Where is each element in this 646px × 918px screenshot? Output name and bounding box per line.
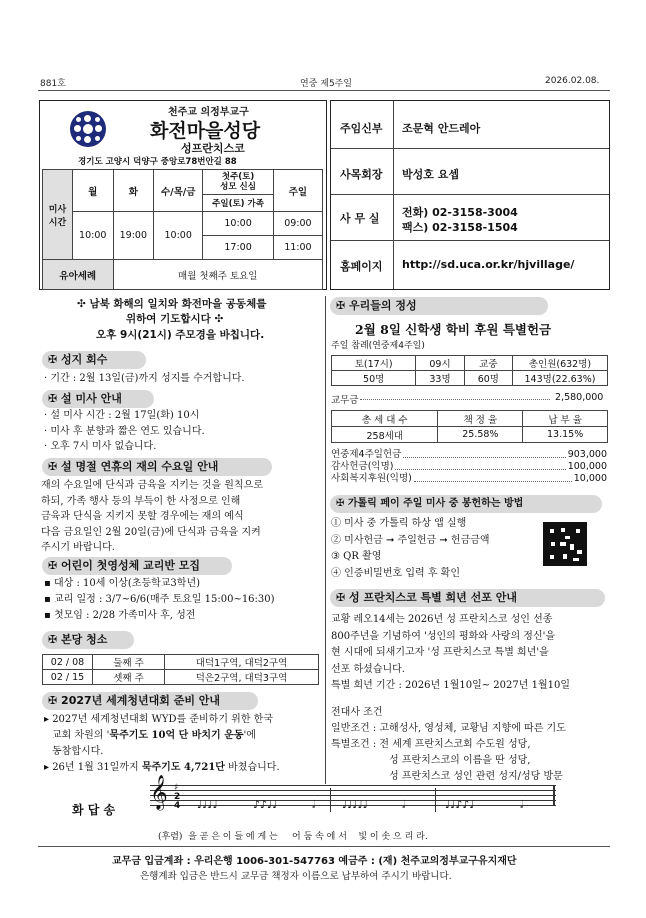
attend-head: 교중 [464,356,512,371]
day-tue: 화 [113,170,154,212]
attend-head: 토(17시) [332,356,416,371]
attend-head: 09시 [416,356,464,371]
treble-clef-icon: 𝄞 [150,775,168,810]
wyd-line: '에 [243,730,256,741]
time-sat2: 17:00 [203,236,274,260]
collection-value: 2,580,000 [555,392,604,403]
wyd-rosary-campaign: 묵주기도 10억 단 바치기 운동 [109,730,244,741]
offering-item-value: 100,000 [567,461,607,472]
issue-number: 881호 [40,79,66,89]
offering-item-label: 연중제4주일헌금 [331,449,402,460]
special-offering-banner: 2월 8일 신학생 학비 후원 특별헌금 [355,322,552,337]
ash-line: 하되, 가족 행사 등의 부득이 한 사정으로 인해 [41,495,241,507]
jubilee-line: 800주년을 기념하여 '성인의 평화와 사랑의 정신'을 [331,630,556,642]
section-jubilee: ✠ 성 프란치스코 특별 희년 선포 안내 [330,589,605,607]
dues-head: 총 세 대 수 [332,411,438,427]
council-name: 박성호 요셉 [402,168,459,181]
new-year-line: · 미사 후 분향과 짧은 연도 있습니다. [44,425,205,437]
wyd-line: 동참합시다. [52,746,104,757]
communion-line: ▪ 대상 : 10세 이상(초등학교3학년) [44,578,201,589]
new-year-line: · 오후 7시 미사 없습니다. [44,441,157,452]
pay-step: ① 미사 중 가톨릭 하상 앱 실행 [331,518,467,529]
liturgical-week: 연중 제5주일 [300,79,353,89]
music-note-icon: ♩♩♩♩♩ [342,798,368,811]
dues-table [331,410,608,443]
time-signature-icon: ♯ 2 4 [174,783,181,811]
attend-value: 60명 [464,371,512,386]
attendance-table [331,355,608,386]
office-fax: 팩스) 02-3158-1504 [402,221,518,234]
bank-note: 은행계좌 입금은 반드시 교무금 책정자 이름으로 납부하여 주시기 바랍니다. [140,871,452,882]
clean-area: 대덕1구역, 대덕2구역 [165,655,319,670]
time-sun2: 11:00 [273,236,322,260]
offering-item-value: 903,000 [567,449,607,460]
attend-value: 143명(22.63%) [513,371,608,386]
section-wyd: ✠ 2027년 세계청년대회 준비 안내 [42,692,258,710]
time-mon: 10:00 [72,212,113,260]
office-label: 사 무 실 [340,212,380,225]
time-sun1: 09:00 [273,212,322,236]
diocese-name: 천주교 의정부교구 [168,107,249,118]
prayer-line-2: 위하여 기도합시다 ✣ [126,313,224,325]
jubilee-line: 교황 레오14세는 2026년 성 프란치스코 성인 선종 [331,614,553,625]
parish-logo-icon [70,111,106,147]
parish-address: 경기도 고양시 덕양구 중앙로78번안길 88 [78,157,237,167]
pay-step: ④ 인증비밀번호 입력 후 확인 [331,567,460,579]
ash-line: 주시기 바랍니다. [41,542,115,553]
ash-line: 다음 금요일인 2월 20일(금)에 단식과 금육을 지켜 [41,526,261,538]
clean-date: 02 / 15 [43,670,93,685]
special-condition: 성 프란치스코 성인 관련 성지/성당 방문 [389,771,563,782]
day-sat-first: 첫주(토) 성모 신심 [203,170,273,195]
time-wed: 10:00 [154,212,203,260]
prayer-line-3: 오후 9시(21시) 주모경을 바칩니다. [96,329,265,341]
prayer-line-1: ✣ 남북 화해의 일치와 화전마을 공동체를 [77,298,267,310]
cleaning-table [42,654,319,685]
website-url[interactable]: http://sd.uca.or.kr/hjvillage/ [402,258,575,271]
council-label: 사목회장 [340,168,383,181]
wyd-line: 바쳤습니다. [224,762,280,773]
wyd-line: 교회 차원의 ' [52,730,110,741]
dues-value: 25.58% [438,427,523,443]
offering-items [331,449,607,485]
wyd-rosary-count: 묵주기도 4,721단 [141,762,225,773]
parish-name: 화전마을성당 [150,120,261,142]
pastor-name: 조문혁 안드레아 [402,122,481,135]
infant-baptism-value: 매월 첫째주 토요일 [113,260,322,290]
section-catholic-pay: ✠ 가톨릭 페이 주일 미사 중 봉헌하는 방법 [330,495,602,513]
jubilee-period: 특별 희년 기간 : 2026년 1월10일~ 2027년 1월10일 [331,680,570,691]
new-year-line: · 설 미사 시간 : 2월 17일(화) 10시 [44,410,200,421]
attend-value: 50명 [332,371,416,386]
offering-item-value: 10,000 [573,473,607,484]
issue-date: 2026.02.08. [545,76,600,86]
day-sun: 주일 [273,170,322,212]
attend-head: 총인원(632명) [513,356,608,371]
pay-step: ② 미사헌금 ➞ 주일헌금 ➞ 헌금금액 [331,534,490,546]
special-condition-label: 특별조건 : [331,739,377,750]
time-tue: 19:00 [113,212,154,260]
ash-line: 금육과 단식을 지키지 못할 경우에는 재의 예식 [41,511,244,522]
pay-step: ③ QR 촬영 [331,551,382,562]
footer-divider [38,846,610,847]
offering-item-label: 사회복지후원(익명) [331,473,412,484]
dues-value: 13.15% [523,427,608,443]
music-note-icon: ♩♩♩♩ [197,798,218,811]
section-cleaning: ✠ 본당 청소 [42,631,134,649]
section-relic: ✠ 성지 회수 [42,351,146,369]
office-tel: 전화) 02-3158-3004 [402,206,518,219]
wyd-line: ▸ 2027년 세계청년대회 WYD를 준비하기 위한 한국 [44,714,273,725]
music-note-icon: 𝅗𝅥 [402,798,406,811]
infant-baptism-label: 유아세례 [43,260,114,290]
jubilee-line: 현 시대에 되새기고자 '성 프란치스코 특별 희년'을 [331,647,549,658]
collection-label: 교무금 [331,395,359,406]
bank-account: 교무금 입금계좌 : 우리은행 1006-301-547763 예금주 : (재) 천주교의정부교구유지재단 [112,856,517,867]
psalm-lyrics: (후렴) 을 곧 은 이 들 에 게 는 어 둠 속 에 서 빛 이 솟 으 리 라. [158,832,428,842]
jubilee-line: 선포 하셨습니다. [331,663,405,675]
attendance-label: 주일 참례(연중제4주일) [331,341,425,351]
ash-line: 재의 수요일에 단식과 금육을 지키는 것을 원칙으로 [41,480,263,491]
clean-date: 02 / 08 [43,655,93,670]
qr-code-icon[interactable] [543,522,587,566]
section-new-year-mass: ✠ 설 미사 안내 [42,390,154,408]
special-condition: 성 프란치스코의 이름을 딴 성당, [389,755,531,766]
offering-item-label: 감사헌금(익명) [331,461,394,472]
day-wed: 수/목/금 [154,170,203,212]
section-offering: ✠ 우리들의 정성 [330,297,548,315]
section-first-communion: ✠ 어린이 첫영성체 교리반 모집 [42,557,232,575]
communion-line: ▪ 첫모임 : 2/28 가족미사 후, 성전 [44,610,196,621]
relic-line: · 기간 : 2월 13일(금)까지 성지를 수거합니다. [44,373,245,384]
day-sat-family: 주일(토) 가족 [212,199,264,209]
music-note-icon: 𝅗𝅥 [312,798,316,811]
wyd-line: ▸ 26년 1월 31일까지 [44,762,142,773]
dues-head: 납 부 율 [523,411,608,427]
website-label: 홈페이지 [340,260,383,273]
music-note-icon: 𝅗𝅥 [520,798,524,811]
dues-head: 책 정 율 [438,411,523,427]
music-note-icon: ♩♩♪♪♩ [445,798,475,811]
section-ash-wednesday: ✠ 설 명절 연휴의 재의 수요일 안내 [42,458,272,476]
time-sat1: 10:00 [203,212,274,236]
pastor-label: 주임신부 [340,122,383,135]
general-condition: 고해성사, 영성체, 교황님 지향에 따른 기도 [379,723,566,734]
indulgence-title: 전대사 조건 [331,707,383,718]
attend-value: 33명 [416,371,464,386]
psalm-label: 화 답 송 [72,803,116,817]
music-note-icon: ♪♪♩♩ [253,798,278,811]
mass-schedule-table [42,169,323,290]
clean-week: 둘째 주 [93,655,165,670]
communion-line: ▪ 교리 일정 : 3/7~6/6(매주 토요일 15:00~16:30) [44,594,275,605]
general-condition-label: 일반조건 : [331,723,377,734]
parish-patron: 성프란치스코 [181,142,245,155]
header-divider [38,90,610,91]
clean-week: 셋째 주 [93,670,165,685]
clean-area: 덕은2구역, 대덕3구역 [165,670,319,685]
day-mon: 월 [72,170,113,212]
dues-value: 258세대 [332,427,438,443]
special-condition: 전 세계 프란치스코회 수도원 성당, [379,739,531,750]
mass-time-label: 미사 시간 [43,170,73,260]
